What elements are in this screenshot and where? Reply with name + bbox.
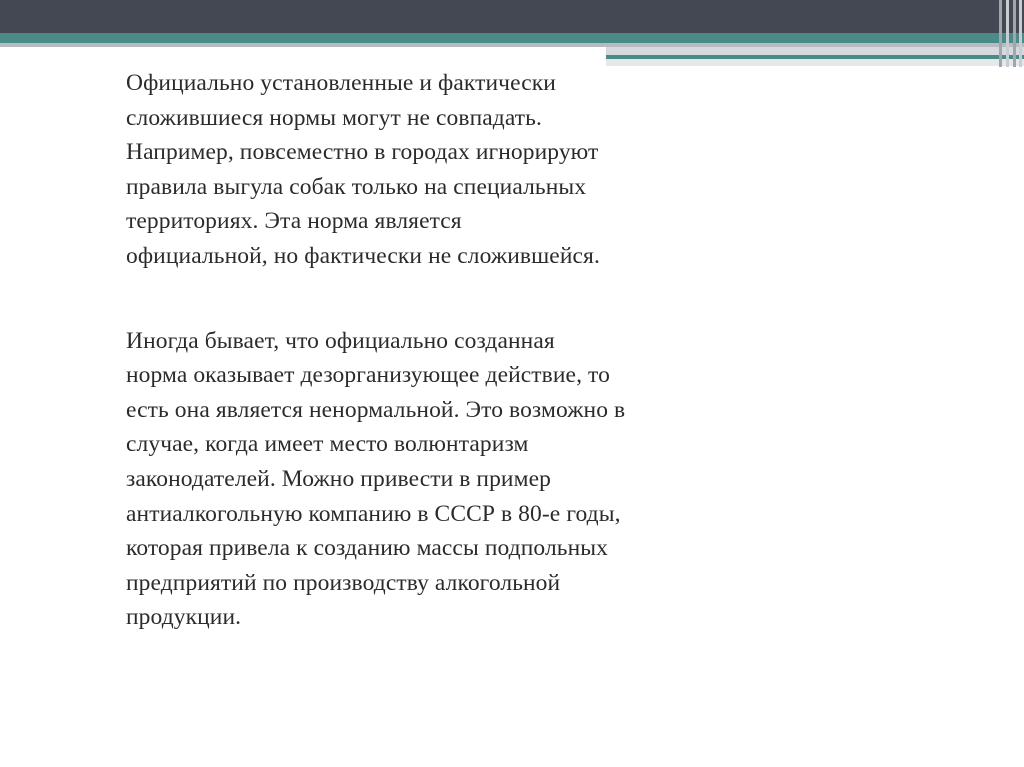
slide-body [126, 66, 816, 635]
text-line: законодателей. Можно привести в пример [126, 465, 551, 492]
text-line: Иногда бывает, что официально созданная [126, 327, 555, 354]
text-line: есть она является ненормальной. Это возможно в [126, 396, 626, 423]
header-accent-stripe [0, 33, 1024, 43]
text-line: предприятий по производству алкогольной [126, 569, 561, 596]
header-vertical-line [1013, 0, 1016, 67]
header-vertical-line [1006, 0, 1009, 67]
text-line: продукции. [126, 604, 242, 631]
paragraph-official-vs-actual [126, 66, 816, 274]
text-line: правила выгула собак только на специальных [126, 173, 587, 200]
text-line: которая привела к созданию массы подпольных [126, 535, 609, 562]
header-bar [0, 0, 1024, 33]
text-line: антиалкогольную компанию в СССР в 80-е годы, [126, 500, 621, 527]
header-vertical-line [1019, 0, 1022, 67]
text-line: территориях. Эта норма является [126, 208, 462, 235]
text-line: официальной, но фактически не сложившейся. [126, 242, 600, 269]
header-step-light [606, 47, 1024, 55]
text-line: норма оказывает дезорганизующее действие, то [126, 362, 610, 389]
text-line: сложившиеся нормы могут не совпадать. [126, 104, 542, 131]
header-vertical-line [999, 0, 1002, 67]
text-line: Официально установленные и фактически [126, 70, 556, 96]
text-line: случае, когда имеет место волюнтаризм [126, 431, 529, 458]
text-line: Например, повсеместно в городах игнорируют [126, 139, 599, 166]
header-step-pale [606, 59, 1024, 66]
paragraph-disorganizing-norm [126, 324, 816, 635]
